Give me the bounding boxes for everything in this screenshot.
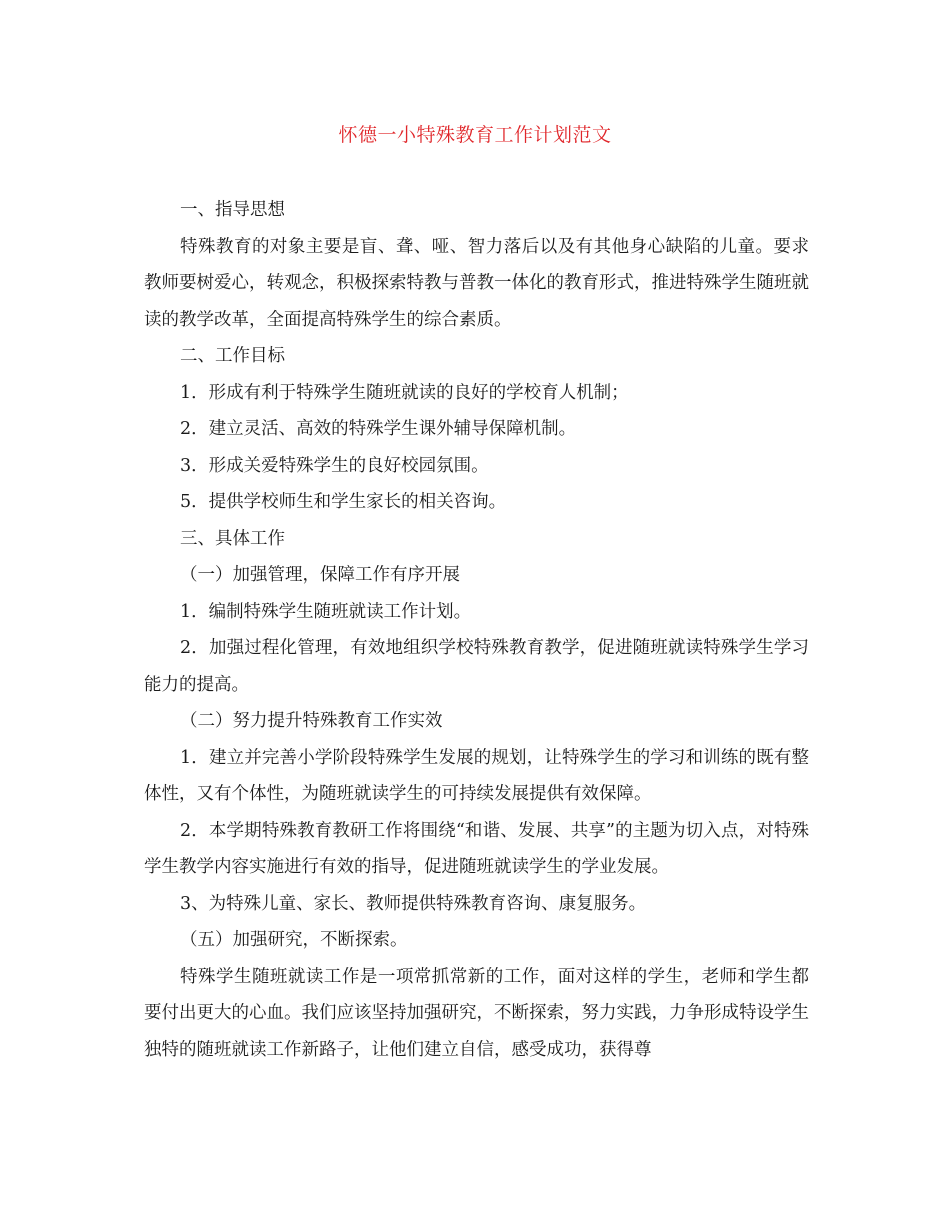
- paragraph-guiding-ideology: 特殊教育的对象主要是盲、聋、哑、智力落后以及有其他身心缺陷的儿童。要求教师要树爱心，转观念，积极探索特教与普教一体化的教育形式，推进特殊学生随班就读的教学改革，全面提高特殊学生的综合素质。: [144, 236, 809, 330]
- document-title: 怀德一小特殊教育工作计划范文: [338, 124, 612, 146]
- effectiveness-item-3: 3、为特殊儿童、家长、教师提供特殊教育咨询、康复服务。: [180, 893, 647, 914]
- effectiveness-item-2: 2．本学期特殊教育教研工作将围绕“和谐、发展、共享”的主题为切入点，对特殊学生教学内容实施进行有效的指导，促进随班就读学生的学业发展。: [144, 820, 809, 877]
- paragraph-research: 特殊学生随班就读工作是一项常抓常新的工作，面对这样的学生，老师和学生都要付出更大的心血。我们应该坚持加强研究，不断探索，努力实践，力争形成特设学生独特的随班就读工作新路子，让他们建立自信，感受成功，获得尊: [144, 966, 809, 1060]
- document-body: [144, 192, 809, 1068]
- section-heading-specific-work: 三、具体工作: [180, 528, 285, 549]
- management-item-1: 1．编制特殊学生随班就读工作计划。: [180, 601, 472, 622]
- goal-item-2: 2．建立灵活、高效的特殊学生课外辅导保障机制。: [180, 419, 577, 439]
- goal-item-1: 1．形成有利于特殊学生随班就读的良好的学校育人机制；: [180, 382, 629, 403]
- effectiveness-item-1: 1．建立并完善小学阶段特殊学生发展的规划，让特殊学生的学习和训练的既有整体性，又有个体性，为随班就读学生的可持续发展提供有效保障。: [144, 747, 809, 804]
- section-heading-work-goals: 二、工作目标: [180, 346, 285, 366]
- goal-item-3: 3．形成关爱特殊学生的良好校园氛围。: [180, 455, 489, 476]
- subsection-heading-effectiveness: （二）努力提升特殊教育工作实效: [180, 711, 443, 731]
- goal-item-5: 5．提供学校师生和学生家长的相关咨询。: [180, 492, 507, 512]
- subsection-heading-management: （一）加强管理，保障工作有序开展: [180, 565, 460, 585]
- section-heading-guiding-ideology: 一、指导思想: [180, 200, 285, 220]
- management-item-2: 2．加强过程化管理，有效地组织学校特殊教育教学，促进随班就读特殊学生学习能力的提高。: [144, 638, 809, 695]
- subsection-heading-research: （五）加强研究，不断探索。: [180, 930, 408, 950]
